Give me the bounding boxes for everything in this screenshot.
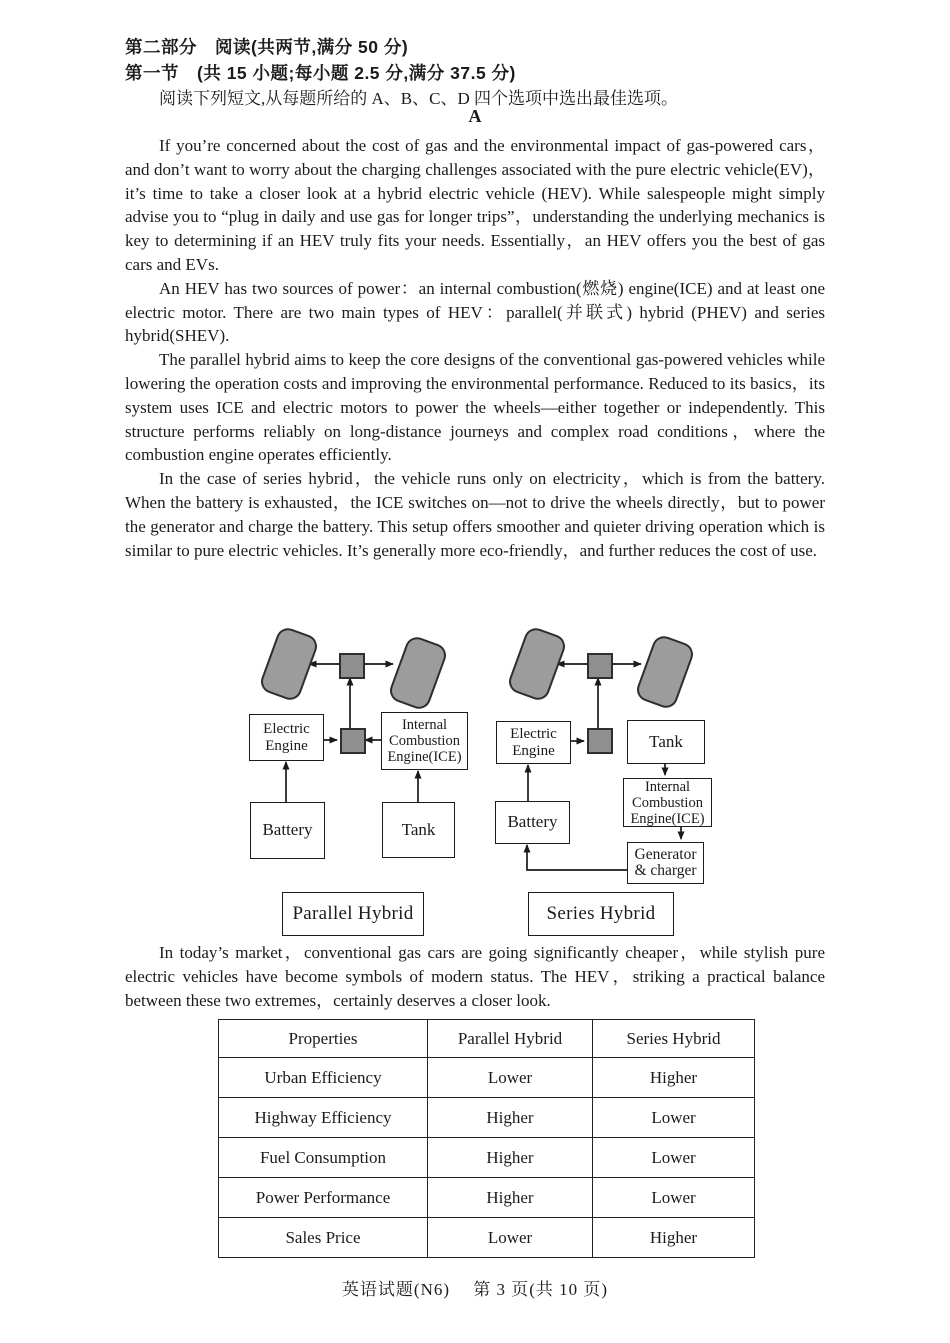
box-label: Electric Engine <box>510 726 557 759</box>
passage-paragraph: In the case of series hybrid，the vehicle runs only on electricity，which is from the battery. When the battery is exhausted，the ICE switches on—not to drive the wheels directly，but to power the generator and charge the battery. This setup offers smoother and quieter driving operation which is similar to pure electric vehicles. It’s generally more eco-friendly，and further reduces the cost of use. <box>125 469 825 560</box>
subsection-label: 第一节 <box>125 63 179 83</box>
caption-label: Series Hybrid <box>546 902 656 924</box>
generator-charger-box <box>627 842 704 884</box>
table-header-cell: Parallel Hybrid <box>428 1020 593 1058</box>
table-cell: Higher <box>428 1138 593 1178</box>
ice-box <box>623 778 712 827</box>
subsection-header <box>125 60 825 86</box>
passage-body-continued <box>125 941 825 1012</box>
table-cell: Higher <box>428 1098 593 1138</box>
table-cell: Urban Efficiency <box>219 1058 428 1098</box>
battery-box <box>250 802 325 859</box>
table-row <box>219 1058 755 1098</box>
passage-body <box>125 134 825 562</box>
gear-junction <box>340 728 366 754</box>
subsection-detail: (共 15 小题;每小题 2.5 分,满分 37.5 分) <box>179 63 516 83</box>
passage-label: A <box>468 106 482 126</box>
table-cell: Lower <box>593 1138 755 1178</box>
box-label: Battery <box>262 820 313 840</box>
table-cell: Lower <box>593 1098 755 1138</box>
passage-paragraph: An HEV has two sources of power：an internal combustion(燃烧) engine(ICE) and at least one electric motor. There are two main types of HEV：parallel(并联式) hybrid (PHEV) and series hybrid(SHEV). <box>125 278 825 346</box>
box-label: Battery <box>507 812 558 832</box>
table-header-row <box>219 1020 755 1058</box>
series-hybrid-caption <box>528 892 674 936</box>
page-header <box>125 34 825 112</box>
hybrid-diagrams <box>230 618 750 940</box>
table-cell: Lower <box>428 1218 593 1258</box>
passage-paragraph: In today’s market，conventional gas cars are going significantly cheaper，while stylish pure electric vehicles have become symbols of modern status. The HEV，striking a practical balance between these two extremes，certainly deserves a closer look. <box>125 943 825 1010</box>
box-label: Tank <box>401 819 436 839</box>
electric-engine-box <box>496 721 571 764</box>
axle-junction <box>339 653 365 679</box>
ice-box <box>381 712 468 770</box>
section-header: 第二部分 阅读(共两节,满分 50 分) <box>125 37 409 57</box>
passage-paragraph: If you’re concerned about the cost of gas and the environmental impact of gas-powered cars，and don’t want to worry about the charging challenges associated with the pure electric vehicle(EV)，it’s time to take a closer look at a hybrid electric vehicle (HEV). While salespeople might simply advise you to “plug in daily and use gas for longer trips”，understanding the underlying mechanics is key to determining if an HEV truly fits your needs. Essentially，an HEV offers you the best of gas cars and EVs. <box>125 136 825 274</box>
table-row <box>219 1218 755 1258</box>
table-cell: Higher <box>593 1218 755 1258</box>
table-row <box>219 1138 755 1178</box>
parallel-hybrid-caption <box>282 892 424 936</box>
table-cell: Lower <box>428 1058 593 1098</box>
table-cell: Higher <box>593 1058 755 1098</box>
box-label: Internal Combustion Engine(ICE) <box>387 717 462 765</box>
comparison-table <box>218 1019 755 1258</box>
tank-box <box>382 802 455 858</box>
instructions-line: 阅读下列短文,从每题所给的 A、B、C、D 四个选项中选出最佳选项。 <box>159 89 678 108</box>
battery-box <box>495 801 570 844</box>
table-row <box>219 1098 755 1138</box>
page-footer: 英语试题(N6) 第 3 页(共 10 页) <box>341 1280 609 1299</box>
gear-junction <box>587 728 613 754</box>
table-cell: Higher <box>428 1178 593 1218</box>
box-label: Tank <box>649 731 683 751</box>
box-label: Generator & charger <box>634 845 697 879</box>
axle-junction <box>587 653 613 679</box>
tank-box <box>627 720 705 764</box>
table-header-cell: Series Hybrid <box>593 1020 755 1058</box>
table-row <box>219 1178 755 1218</box>
electric-engine-box <box>249 714 324 761</box>
table-cell: Power Performance <box>219 1178 428 1218</box>
caption-label: Parallel Hybrid <box>292 902 414 924</box>
table-cell: Highway Efficiency <box>219 1098 428 1138</box>
passage-paragraph: The parallel hybrid aims to keep the core designs of the conventional gas-powered vehicles while lowering the operation costs and improving the environmental performance. Reduced to its basics，its system uses ICE and electric motors to power the wheels—either together or independently. This structure performs reliably on long-distance journeys and complex road conditions，where the combustion engine operates efficiently. <box>125 350 825 465</box>
box-label: Electric Engine <box>263 721 310 754</box>
table-header-cell: Properties <box>219 1020 428 1058</box>
box-label: Internal Combustion Engine(ICE) <box>630 778 705 827</box>
table-cell: Sales Price <box>219 1218 428 1258</box>
table-cell: Fuel Consumption <box>219 1138 428 1178</box>
table-cell: Lower <box>593 1178 755 1218</box>
